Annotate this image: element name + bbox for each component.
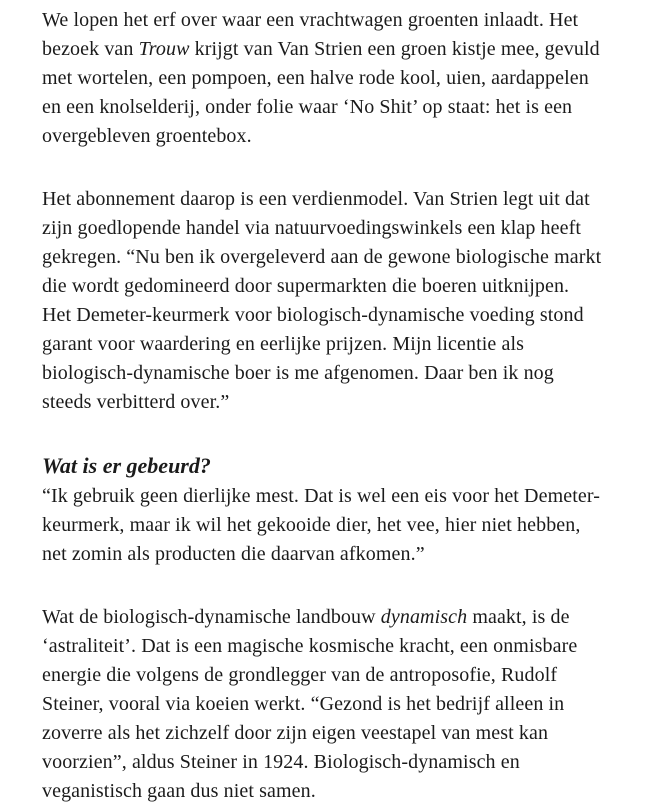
text-line: biologisch-dynamische boer is me afgenomen. Daar ben ik nog (42, 362, 554, 384)
text-line: en een knolselderij, onder folie waar ‘No Shit’ op staat: het is een (42, 96, 573, 118)
text-segment: maakt, is de (467, 606, 570, 628)
text-line: steeds verbitterd over.” (42, 391, 230, 413)
text-line: net zomin als producten die daarvan afkomen.” (42, 543, 425, 565)
text-line: veganistisch gaan dus niet samen. (42, 780, 316, 802)
text-line: Steiner, vooral via koeien werkt. “Gezond is het bedrijf alleen in (42, 693, 565, 715)
paragraph-2 (42, 185, 645, 417)
text-line: met wortelen, een pompoen, een halve rode kool, uien, aardappelen (42, 67, 589, 89)
text-line: garant voor waardering en eerlijke prijzen. Mijn licentie als (42, 333, 525, 355)
paragraph-3 (42, 482, 645, 569)
text-line: zoverre als het zichzelf door zijn eigen veestapel van mest kan (42, 722, 549, 744)
text-line: We lopen het erf over waar een vrachtwagen groenten inlaadt. Het (42, 9, 579, 31)
paragraph-1 (42, 6, 645, 151)
text-line: overgebleven groentebox. (42, 125, 252, 147)
text-line: die wordt gedomineerd door supermarkten die boeren uitknijpen. (42, 275, 570, 297)
text-line: energie die volgens de grondlegger van de antroposofie, Rudolf (42, 664, 558, 686)
text-line: gekregen. “Nu ben ik overgeleverd aan de gewone biologische markt (42, 246, 602, 268)
text-segment: Wat de biologisch-dynamische landbouw (42, 606, 381, 628)
text-line: keurmerk, maar ik wil het gekooide dier, het vee, hier niet hebben, (42, 514, 581, 536)
text-line: ‘astraliteit’. Dat is een magische kosmische kracht, een onmisbare (42, 635, 578, 657)
text-line: Het abonnement daarop is een verdienmodel. Van Strien legt uit dat (42, 188, 590, 210)
text-line: zijn goedlopende handel via natuurvoedingswinkels een klap heeft (42, 217, 582, 239)
text-segment: bezoek van (42, 38, 139, 60)
text-line (42, 603, 645, 632)
paragraph-4 (42, 603, 645, 806)
text-line: voorzien”, aldus Steiner in 1924. Biologisch-dynamisch en (42, 751, 520, 773)
italic-text: dynamisch (380, 606, 468, 628)
text-line: Het Demeter-keurmerk voor biologisch-dynamische voeding stond (42, 304, 584, 326)
text-line (42, 35, 645, 64)
italic-text: Trouw (138, 38, 190, 60)
text-line: “Ik gebruik geen dierlijke mest. Dat is wel een eis voor het Demeter- (42, 485, 600, 507)
section-heading: Wat is er gebeurd? (42, 453, 211, 478)
text-segment: krijgt van Van Strien een groen kistje mee, gevuld (189, 38, 600, 60)
